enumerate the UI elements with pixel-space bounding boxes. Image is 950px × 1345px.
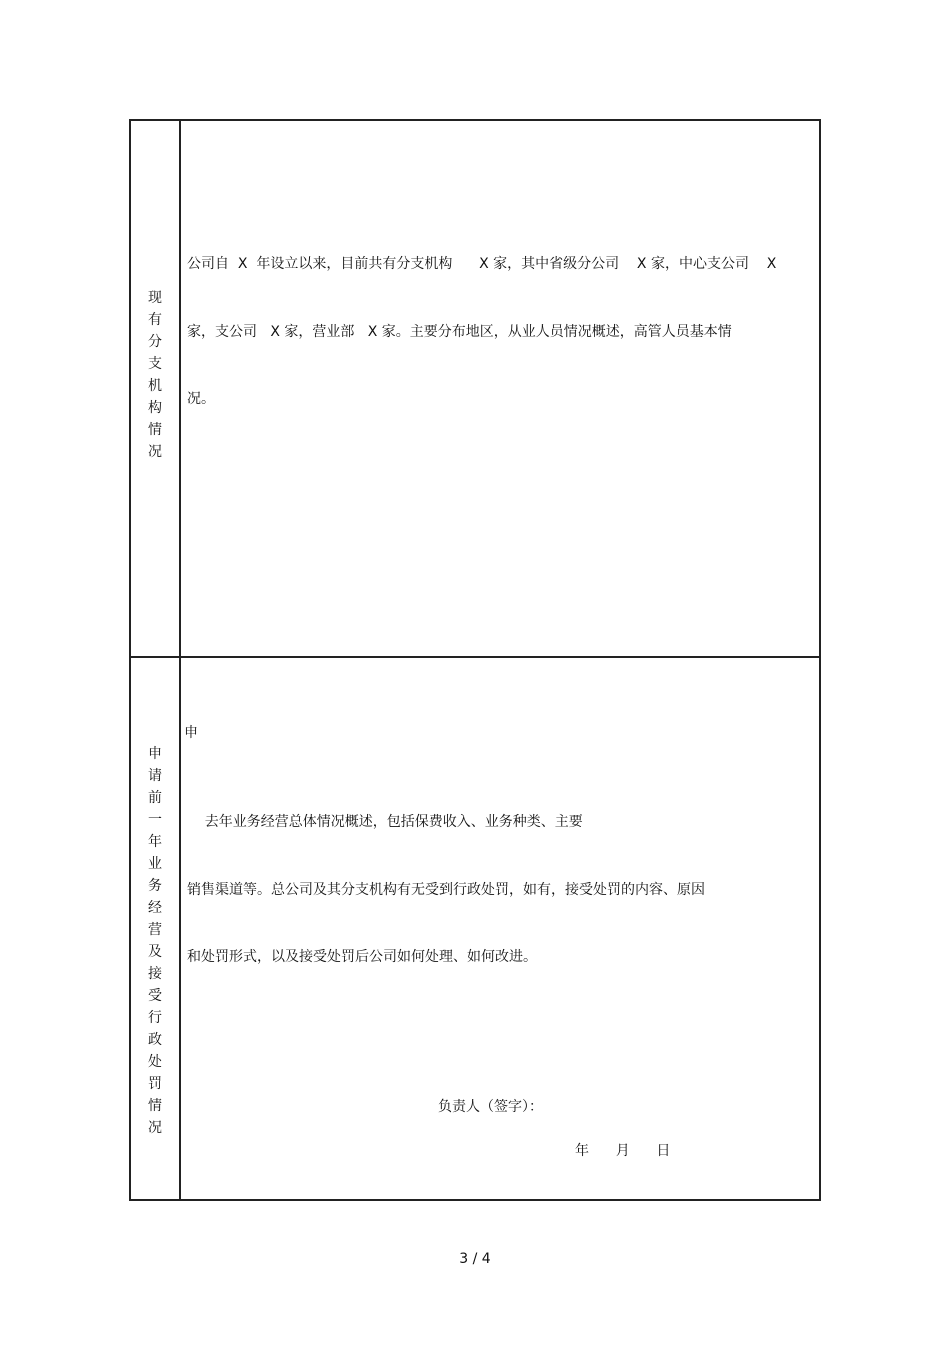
- branch-info-row: [131, 121, 819, 658]
- branch-info-text: [187, 208, 776, 456]
- date-field: 年 月 日: [575, 1143, 671, 1159]
- business-penalty-line-3: 和处罚形式，以及接受处罚后公司如何处理、如何改进。: [187, 949, 537, 965]
- signature-field: 负责人（签字）：: [438, 1099, 543, 1115]
- branch-info-label-cell: [131, 121, 181, 656]
- branch-info-content: [181, 121, 819, 656]
- business-penalty-label: 申请前一年业务经营及接受行政处罚情况: [148, 746, 162, 1136]
- page-number: 3 / 4: [459, 1251, 491, 1267]
- business-penalty-label-cell: [131, 658, 181, 1199]
- business-penalty-content: [181, 658, 819, 1199]
- business-penalty-row: [131, 658, 819, 1199]
- business-penalty-line-1: 去年业务经营总体情况概述，包括保费收入、业务种类、主要: [187, 814, 583, 830]
- branch-info-line-3: 况。: [187, 391, 215, 407]
- business-penalty-line-2: 销售渠道等。总公司及其分支机构有无受到行政处罚，如有，接受处罚的内容、原因: [187, 881, 705, 898]
- branch-info-line-2: 家，支公司 X 家，营业部 X 家。主要分布地区，从业人员情况概述，高管人员基本情: [187, 323, 732, 340]
- application-form-table: [129, 119, 821, 1201]
- business-penalty-text: [187, 766, 705, 1014]
- apply-prefix: 申: [184, 725, 198, 741]
- branch-info-line-1: 公司自 X 年设立以来，目前共有分支机构 X 家，其中省级分公司 X 家，中心支公司 X: [187, 256, 777, 272]
- branch-info-label: 现有分支机构情况: [148, 290, 162, 460]
